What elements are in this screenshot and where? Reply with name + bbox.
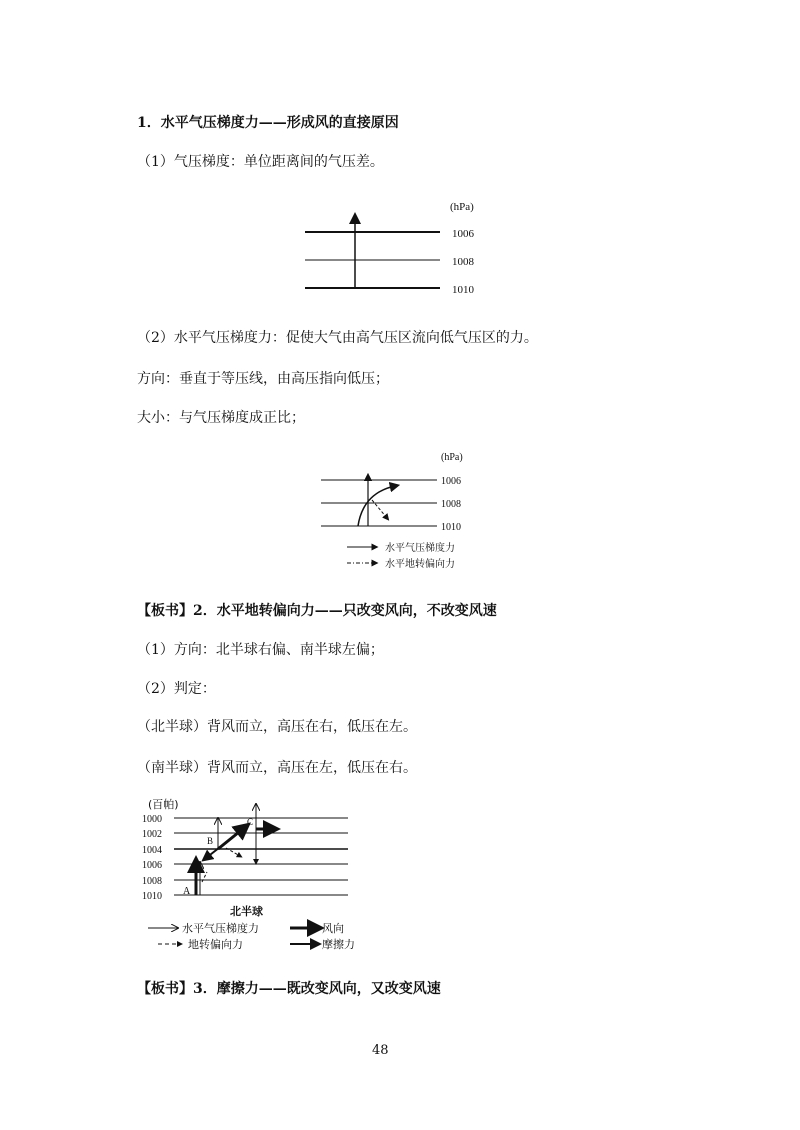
- figure1-unit: (hPa): [450, 201, 474, 213]
- point-label-b: B: [207, 836, 214, 846]
- legend-friction-label: 摩擦力: [322, 938, 355, 951]
- legend-gradient-label: 水平气压梯度力: [182, 922, 259, 935]
- isobar-label: 1006: [452, 228, 474, 240]
- isobar-label: 1000: [142, 814, 162, 825]
- isobar-figure-2: [315, 448, 500, 574]
- section2-item2: （2）判定：: [137, 681, 216, 697]
- isobar-figure-1: [300, 196, 490, 300]
- isobar-label: 1008: [452, 256, 474, 268]
- page-number: 48: [372, 1043, 389, 1058]
- section1-direction: 方向：垂直于等压线，由高压指向低压；: [137, 371, 389, 387]
- section2-north: （北半球）背风而立，高压在右，低压在左。: [137, 719, 417, 735]
- figure3-caption: 北半球: [230, 905, 263, 918]
- legend-coriolis-label: 地转偏向力: [188, 938, 243, 951]
- figure2-unit: (hPa): [441, 452, 463, 463]
- isobar-label: 1006: [441, 476, 461, 487]
- section1-heading: 1．水平气压梯度力——形成风的直接原因: [137, 115, 399, 131]
- isobar-label: 1010: [142, 891, 162, 902]
- isobar-label: 1008: [142, 876, 162, 887]
- isobar-label: 1008: [441, 499, 461, 510]
- section1-item2: （2）水平气压梯度力：促使大气由高气压区流向低气压区的力。: [137, 330, 538, 346]
- section1-item1: （1）气压梯度：单位距离间的气压差。: [137, 154, 384, 170]
- isobar-label: 1010: [441, 522, 461, 533]
- isobar-label: 1002: [142, 829, 162, 840]
- point-label-c: C: [247, 817, 254, 827]
- section2-item1: （1）方向：北半球右偏、南半球左偏；: [137, 642, 384, 658]
- isobar-label: 1006: [142, 860, 162, 871]
- isobar-label: 1010: [452, 284, 474, 296]
- isobar-label: 1004: [142, 845, 162, 856]
- section1-magnitude: 大小：与气压梯度成正比；: [137, 410, 305, 426]
- friction-arrow-b: [206, 844, 224, 858]
- figure3-unit: (百帕): [148, 798, 179, 811]
- legend-wind-label: 风向: [322, 922, 344, 935]
- isobar-figure-3: [140, 796, 370, 956]
- legend-coriolis-label: 水平地转偏向力: [385, 559, 455, 570]
- legend-gradient-label: 水平气压梯度力: [385, 543, 455, 554]
- point-label-a: A: [183, 886, 191, 897]
- section2-heading: 【板书】2．水平地转偏向力——只改变风向，不改变风速: [137, 603, 497, 619]
- section3-heading: 【板书】3．摩擦力——既改变风向，又改变风速: [137, 981, 441, 997]
- section2-south: （南半球）背风而立，高压在左，低压在右。: [137, 760, 417, 776]
